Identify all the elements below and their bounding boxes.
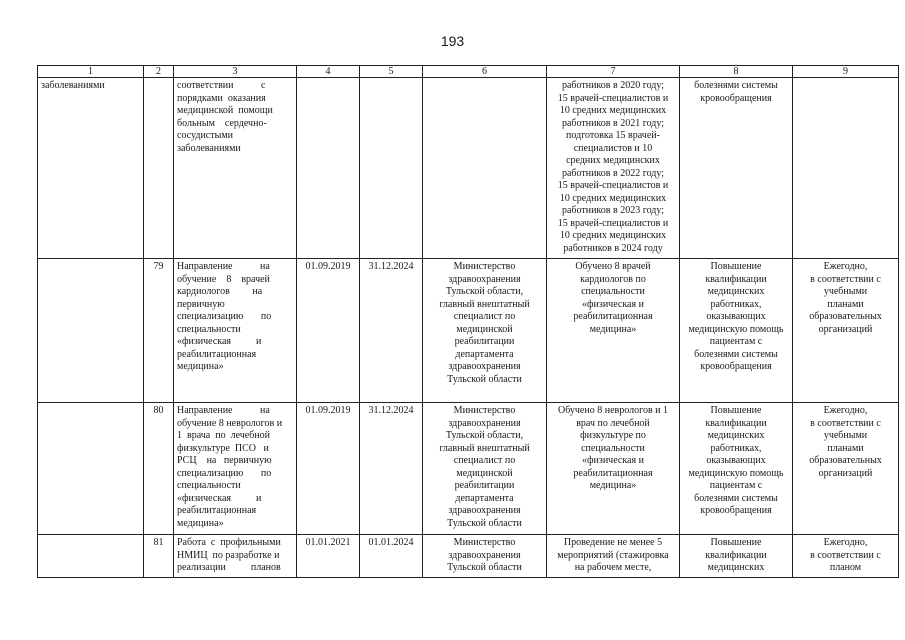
start-date: 01.09.2019 [297, 259, 360, 403]
end-date [360, 78, 423, 259]
start-date [297, 78, 360, 259]
column-header: 2 [144, 66, 174, 78]
result-cell: Обучено 8 врачей кардиологов по специальности «физическая и реабилитационная медицина» [547, 259, 680, 403]
page-number: 193 [440, 33, 465, 49]
column-header: 3 [174, 66, 297, 78]
note-cell: Ежегодно, в соответствии с планом [793, 535, 899, 578]
result-cell: работников в 2020 году; 15 врачей-специалистов и 10 средних медицинских работников в 2021 году; подготовка 15 врачей- специалистов и 10 средних медицинских работников в 2022 году; 15 врачей-специалистов и 10 средних медицинских работников в 2023 году; 15 врачей-специалистов и 10 средних медицинских работников в 2024 году [547, 78, 680, 259]
start-date: 01.01.2021 [297, 535, 360, 578]
measure-cell: соответствии с порядками оказания медицинской помощи больным сердечно- сосудистыми заболеваниями [174, 78, 297, 259]
goal-cell: болезнями системы кровообращения [680, 78, 793, 259]
row-number [144, 78, 174, 259]
goal-cell: Повышение квалификации медицинских работниках, оказывающих медицинскую помощь пациентам с болезнями системы кровообращения [680, 403, 793, 535]
responsible-cell: Министерство здравоохранения Тульской области, главный внештатный специалист по медицинской реабилитации департамента здравоохранения Тульской области [423, 259, 547, 403]
goal-cell: Повышение квалификации медицинских работниках, оказывающих медицинскую помощь пациентам с болезнями системы кровообращения [680, 259, 793, 403]
table-row [38, 259, 899, 403]
end-date: 31.12.2024 [360, 403, 423, 535]
category-cell [38, 259, 144, 403]
column-header: 7 [547, 66, 680, 78]
row-number: 81 [144, 535, 174, 578]
category-cell: заболеваниями [38, 78, 144, 259]
goal-cell: Повышение квалификации медицинских [680, 535, 793, 578]
note-cell [793, 78, 899, 259]
end-date: 01.01.2024 [360, 535, 423, 578]
note-cell: Ежегодно, в соответствии с учебными планами образовательных организаций [793, 259, 899, 403]
end-date: 31.12.2024 [360, 259, 423, 403]
column-header: 8 [680, 66, 793, 78]
responsible-cell: Министерство здравоохранения Тульской области, главный внештатный специалист по медицинской реабилитации департамента здравоохранения Тульской области [423, 403, 547, 535]
table-row [38, 403, 899, 535]
column-header: 9 [793, 66, 899, 78]
column-header: 4 [297, 66, 360, 78]
responsible-cell [423, 78, 547, 259]
category-cell [38, 403, 144, 535]
table-row [38, 78, 899, 259]
note-cell: Ежегодно, в соответствии с учебными планами образовательных организаций [793, 403, 899, 535]
category-cell [38, 535, 144, 578]
column-header: 6 [423, 66, 547, 78]
measure-cell: Направление на обучение 8 врачей кардиологов на первичную специализацию по специальности «физическая и реабилитационная медицина» [174, 259, 297, 403]
responsible-cell: Министерство здравоохранения Тульской области [423, 535, 547, 578]
result-cell: Обучено 8 неврологов и 1 врач по лечебной физкультуре по специальности «физическая и реабилитационная медицина» [547, 403, 680, 535]
measure-cell: Работа с профильными НМИЦ по разработке и реализации планов [174, 535, 297, 578]
column-number-row [38, 66, 899, 78]
measure-cell: Направление на обучение 8 неврологов и 1 врача по лечебной физкультуре ПСО и РСЦ на первичную специализацию по специальности «физическая и реабилитационная медицина» [174, 403, 297, 535]
row-number: 80 [144, 403, 174, 535]
table-row [38, 535, 899, 578]
result-cell: Проведение не менее 5 мероприятий (стажировка на рабочем месте, [547, 535, 680, 578]
measures-table [37, 65, 899, 578]
row-number: 79 [144, 259, 174, 403]
column-header: 5 [360, 66, 423, 78]
start-date: 01.09.2019 [297, 403, 360, 535]
column-header: 1 [38, 66, 144, 78]
